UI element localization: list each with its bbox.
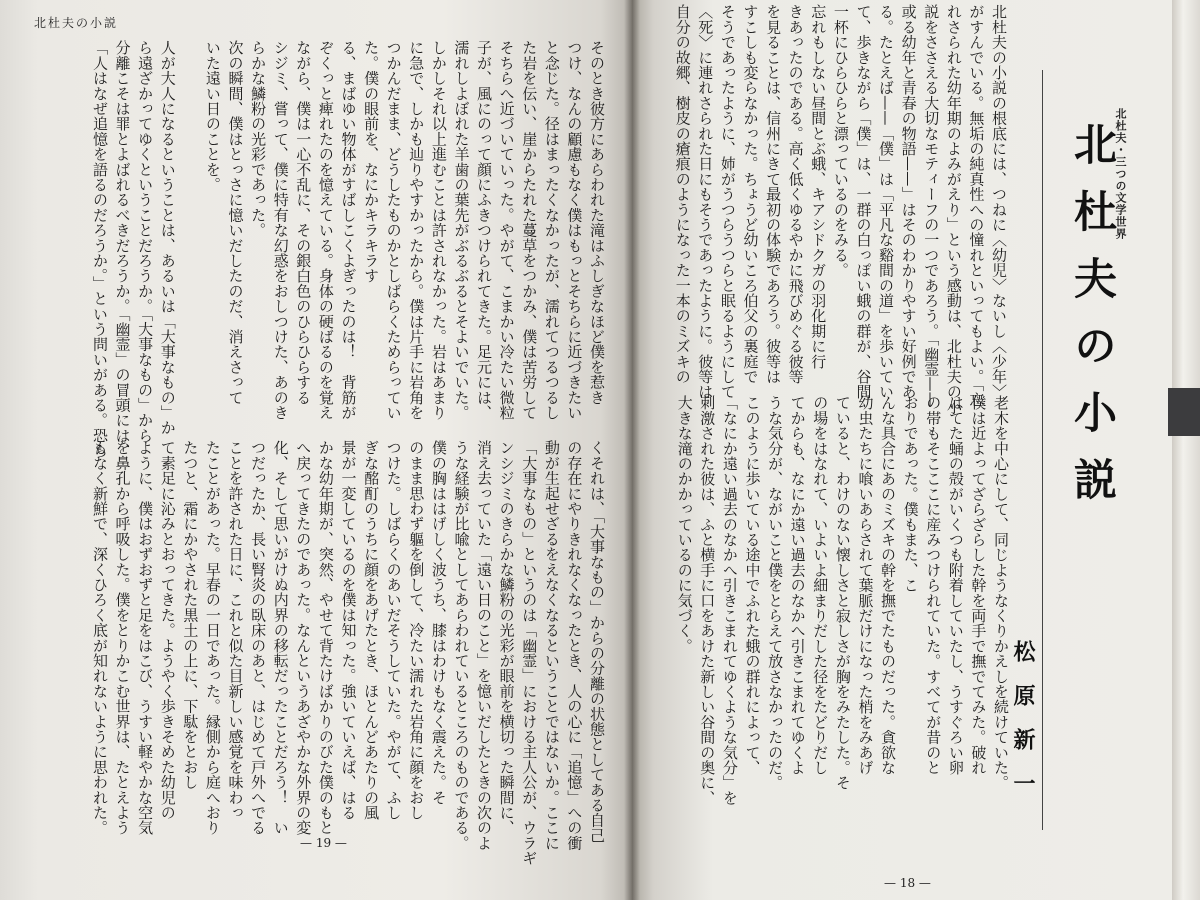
- text-line: 刺激された彼は、ふと横手に口をあけた新しい谷間の奥に、: [698, 395, 717, 806]
- text-line: ていると、わけのない懐しさと寂しさが胸をみたした。そ: [833, 395, 852, 791]
- text-line: はてた蛹の殻がいくつも附着していたし、うすぐろい卵: [946, 395, 965, 775]
- text-line: て、歩きながら「僕」は、一群の白っぽい蛾の群が、谷間: [854, 4, 873, 400]
- text-line: そうであったように、姉がうつらうつらと眠るようにして: [718, 4, 737, 400]
- text-line: に急で、しかも辿りやすかったから。僕は片手に岩角を: [407, 40, 426, 420]
- text-line: の存在にやりきれなくなったとき、人の心に「追憶」への衝: [565, 440, 584, 851]
- text-line: 説をささえる大切なモティーフの一つであろう。「幽霊——: [922, 4, 941, 407]
- right-page: [632, 0, 1172, 900]
- text-line: おりであった。僕もまた、こ: [901, 395, 920, 593]
- text-line: 〈死〉に連れさられた日にもそうであったように。彼等は: [696, 4, 715, 400]
- text-line: かな幼年期が、突然、やせて背たけばかりのびた僕のもと: [316, 440, 335, 836]
- text-line: 次の瞬間、僕はとっさに憶いだしたのだ、消えさって: [226, 40, 245, 405]
- text-line: このように歩いている途中でふれた蛾の群れによって、: [743, 395, 762, 775]
- text-line: ことを許された日に、これと似た目新しい感覚を味わっ: [226, 440, 245, 820]
- text-line: 化、そして思いがけぬ内界の移転だったことだろう！ い: [271, 440, 290, 836]
- page-edge: [1172, 0, 1200, 900]
- text-line: ぞくっと痺れたのを憶えている。身体の硬ばるのを覚え: [316, 40, 335, 420]
- text-line: うな気分が、ながいこと僕をとらえて放さなかったのだ。: [766, 395, 785, 791]
- text-line: へ戻ってきたのであった。なんというあざやかな外界の変: [294, 440, 313, 836]
- series-label: 北杜夫・三つの文学世界: [1114, 108, 1127, 240]
- text-line: がすんでいる。無垢の純真性への憧れといってもよい。「忘: [967, 4, 986, 407]
- running-head: 北杜夫の小説: [34, 16, 119, 30]
- text-line: しかしそれ以上進むことは許されなかった。岩はあまり: [429, 40, 448, 420]
- text-line: そちらへ近づいていった。やがて、こまかい冷たい微粒: [497, 40, 516, 420]
- text-line: んな具合にあのミズキの幹を撫でたものだった。貪欲な: [879, 395, 898, 775]
- text-line: ぎな酩酊のうちに顔をあげたとき、ほとんどあたりの風: [362, 440, 381, 820]
- text-line: 老木を中心にして、同じようなくりかえしを続けていた。: [992, 395, 1010, 791]
- text-line: のまま思わず軀を倒して、冷たい濡れた岩角に顔をおし: [407, 440, 426, 820]
- text-line: を見ることは、信州にきて最初の体験であろう。彼等は: [764, 4, 783, 384]
- text-line: つけた。しばらくのあいだそうしていた。やがて、ふし: [384, 440, 403, 820]
- text-line: つけ、なんの顧慮もなく僕はもっとそちらに近づきたい: [565, 40, 584, 420]
- article-title: 北杜夫の小説: [1067, 122, 1117, 524]
- text-line: と念じた。径はまったくなかったが、濡れてつるつるし: [542, 40, 561, 420]
- text-line: を鼻孔から呼吸した。僕をとりかこむ世界は、たとえよう: [113, 440, 132, 836]
- text-line: らかな鱗粉の光彩であった。: [249, 40, 268, 238]
- text-line: 景が一変しているのを僕は知った。強いていえば、はる: [339, 440, 358, 820]
- page-number-18: — 18 —: [884, 876, 931, 890]
- text-line: 子が、風にのって顔にふきつけられてきた。足元には、: [475, 40, 494, 420]
- text-line: きあったのである。高く低くゆるやかに飛びめぐる彼等: [786, 4, 805, 384]
- text-line: つかんだまま、どうしたものかとしばらくためらってい: [384, 40, 403, 420]
- text-line: シジミ、嘗って、僕に特有な幻惑をおしつけた、あのき: [271, 40, 290, 420]
- text-line: ように、僕はおずおずと足をはこび、うすい軽やかな空気: [136, 440, 155, 836]
- right-lower-column: [652, 395, 1012, 850]
- text-line: 人が大人になるということは、あるいは「大事なもの」か: [158, 40, 177, 436]
- text-line: たことがあった。早春の一日であった。縁側から庭へおり: [203, 440, 222, 836]
- bookmark-ribbon: [1168, 388, 1200, 436]
- text-line: ンシジミのきらかな鱗粉の光彩が眼前を横切った瞬間に、: [497, 440, 516, 836]
- text-line: たつと、霜にかやされた黒土の上に、下駄をとおし: [181, 440, 200, 790]
- text-line: れさられた幼年期のよみがえり」という感動は、北杜夫の小: [944, 4, 963, 415]
- text-line: る。たとえば——「僕」は「平凡な谿間の道」を歩いてい: [877, 4, 896, 400]
- text-line: そのとき彼方にあらわれた滝はふしぎなほど僕を惹き: [588, 40, 606, 405]
- text-line: ながら、僕は一心不乱に、その銀白色のひらひらする: [294, 40, 313, 405]
- text-line: いた遠い日のことを。: [203, 40, 222, 192]
- text-line: ら遠ざかってゆくということだろうか。「大事なもの」から: [136, 40, 155, 443]
- text-line: の帯もそこここに産みつけられていた。すべてが昔のと: [924, 395, 943, 775]
- text-line: [179, 40, 202, 425]
- text-line: て素足に沁みとおってきた。ようやく歩きそめた幼児の: [158, 440, 177, 820]
- book-gutter-shadow: [624, 0, 640, 900]
- text-line: すこしも変らなかった。ちょうど幼いころ伯父の裏庭で: [741, 4, 760, 384]
- text-line: 幼虫たちに喰いあらされて葉脈だけになった梢をみあげ: [856, 395, 875, 775]
- left-upper-column: [90, 40, 608, 459]
- text-line: 動が生起せざるをえなくなるということではないか。ここに: [542, 440, 561, 851]
- text-line: てからも、なにか遠い過去のなかへ引きこまれてゆくよ: [788, 395, 807, 775]
- text-line: 分離こそは罪とよばれるべきだろうか。「幽霊」の冒頭には、: [113, 40, 132, 459]
- author-name: 松原新一: [1010, 640, 1036, 816]
- title-divider-rule: [1042, 70, 1043, 830]
- text-line: 「なにか遠い過去のなかへ引きこまれてゆくような気分」を: [720, 395, 739, 806]
- text-line: うな経験が比喩としてあらわれているところのものである。: [452, 440, 471, 851]
- text-line: 消え去っていた「遠い日のこと」を憶いだしたときの次のよ: [475, 440, 494, 851]
- text-line: る、まばゆい物体がすばしこくよぎったのは！ 背筋が: [339, 40, 358, 420]
- text-line: た。僕の眼前を、なにかキラキラす: [362, 40, 381, 284]
- text-line: つだったか、長い腎炎の臥床のあと、はじめて戸外へでる: [249, 440, 268, 836]
- text-line: もなく新鮮で、深くひろく底が知れないように思われた。: [90, 440, 109, 836]
- text-line: くそれは、「大事なもの」からの分離の状態としてある自己: [588, 440, 606, 843]
- text-line: 忘れもしない昼間とぶ蛾、キアシドクガの羽化期に行: [809, 4, 828, 369]
- text-line: 或る幼年と青春の物語——」はそのわかりやすい好例であ: [899, 4, 918, 400]
- text-line: 「人はなぜ追憶を語るのだろうか。」という問いがある。恐ら: [90, 40, 109, 459]
- text-line: 一杯にひらひらと漂っているのをみる。: [831, 4, 850, 278]
- page-number-19: — 19 —: [300, 836, 347, 850]
- right-upper-column: [650, 4, 1010, 415]
- text-line: た岩を伝い、崖からたれた蔓草をつかみ、僕は苦労して: [520, 40, 539, 420]
- text-line: 濡れしよぼれた羊歯の葉先がぶるぶるとそよいでいた。: [452, 40, 471, 420]
- text-line: 僕の胸ははげしく波うち、膝はわけもなく震えた。そ: [429, 440, 448, 805]
- text-line: 北杜夫の小説の根底には、つねに〈幼児〉ないし〈少年〉: [990, 4, 1008, 400]
- text-line: 「大事なもの」というのは「幽霊」における主人公が、ウラギ: [520, 440, 539, 866]
- text-line: 自分の故郷、樹皮の瘡痕のようになった一本のミズキの: [673, 4, 692, 384]
- text-line: 大きな滝のかかっているのに気づく。: [675, 395, 694, 654]
- text-line: の場をはなれて、いよいよ細まりだした径をたどりだし: [811, 395, 830, 775]
- text-line: 僕は近よってざらざらした幹を両手で撫でてみた。破れ: [969, 395, 988, 775]
